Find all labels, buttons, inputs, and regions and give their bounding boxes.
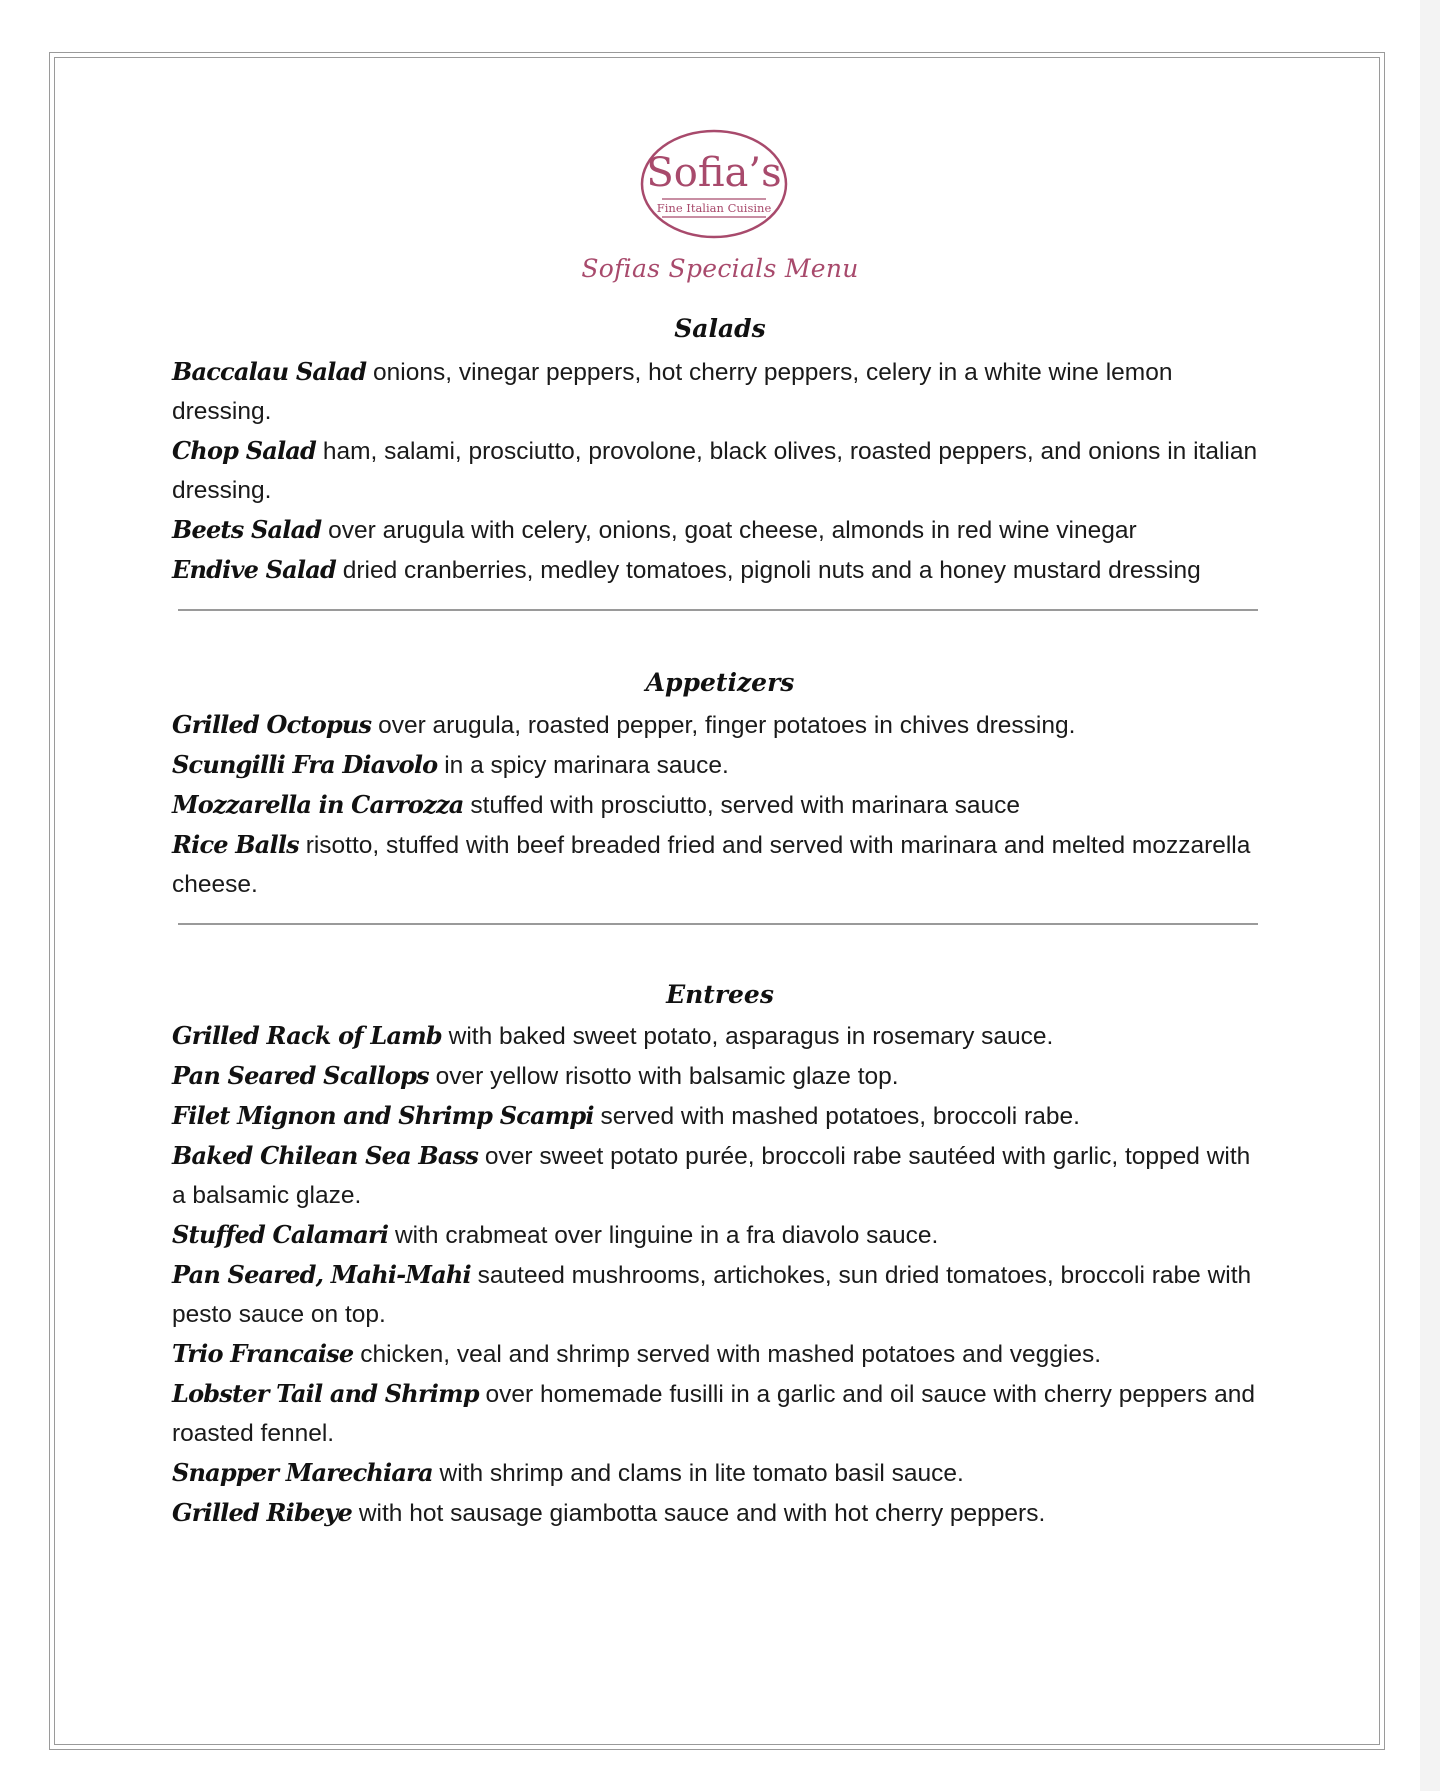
section-heading-appetizers: Appetizers [645,668,795,697]
menu-item [172,550,1267,590]
dish-description: over homemade fusilli in a garlic and oil sauce with cherry peppers and roasted fennel. [172,1381,1255,1447]
menu-item [172,1016,1267,1056]
dish-description: over arugula with celery, onions, goat cheese, almonds in red wine vinegar [328,517,1137,544]
menu-item [172,352,1267,431]
menu-item [172,785,1267,825]
sofias-logo [640,128,788,240]
menu-item [172,1056,1267,1096]
dish-name: Snapper Marechiara [172,1458,433,1487]
dish-name: Mozzarella in Carrozza [172,790,464,819]
dish-description: with crabmeat over linguine in a fra diavolo sauce. [394,1222,939,1249]
dish-description: with hot sausage giambotta sauce and with hot cherry peppers. [358,1500,1046,1527]
dish-name: Trio Francaise [172,1339,354,1368]
menu-item [172,1453,1267,1493]
dish-description: onions, vinegar peppers, hot cherry peppers, celery in a white wine lemon dressing. [172,359,1173,425]
dish-description: over yellow risotto with balsamic glaze top. [435,1063,899,1090]
dish-description: risotto, stuffed with beef breaded fried and served with marinara and melted mozzarella cheese. [172,832,1251,898]
menu-item [172,705,1267,745]
menu-item [172,1255,1267,1334]
dish-name: Filet Mignon and Shrimp Scampi [172,1101,594,1130]
dish-description: served with mashed potatoes, broccoli rabe. [600,1103,1080,1130]
dish-name: Stuffed Calamari [172,1220,389,1249]
logo-wordmark: Sofia’s [646,150,782,196]
section-heading-salads: Salads [674,314,766,343]
menu-item [172,1334,1267,1374]
section-divider [178,609,1258,611]
dish-description: in a spicy marinara sauce. [444,752,729,779]
dish-name: Grilled Rack of Lamb [172,1021,442,1050]
dish-name: Pan Seared Scallops [172,1061,429,1090]
section-appetizers [172,705,1267,904]
dish-name: Beets Salad [172,515,322,544]
menu-item [172,510,1267,550]
menu-item [172,1374,1267,1453]
menu-item [172,1493,1267,1533]
dish-description: over arugula, roasted pepper, finger potatoes in chives dressing. [378,712,1076,739]
dish-name: Lobster Tail and Shrimp [172,1379,479,1408]
section-heading-entrees: Entrees [666,980,774,1009]
menu-item [172,1136,1267,1215]
menu-item [172,1215,1267,1255]
section-entrees [172,1016,1267,1533]
menu-item [172,825,1267,904]
section-divider [178,923,1258,925]
dish-name: Grilled Octopus [172,710,372,739]
dish-description: over sweet potato purée, broccoli rabe sautéed with garlic, topped with a balsamic glaze. [172,1143,1251,1209]
dish-description: dried cranberries, medley tomatoes, pignoli nuts and a honey mustard dressing [342,557,1201,584]
menu-title: Sofias Specials Menu [581,254,859,283]
dish-description: with baked sweet potato, asparagus in rosemary sauce. [448,1023,1054,1050]
dish-name: Grilled Ribeye [172,1498,353,1527]
dish-name: Baccalau Salad [172,357,367,386]
dish-name: Baked Chilean Sea Bass [172,1141,479,1170]
logo-tagline: Fine Italian Cuisine [656,201,772,215]
dish-name: Rice Balls [172,830,299,859]
dish-description: sauteed mushrooms, artichokes, sun dried tomatoes, broccoli rabe with pesto sauce on top. [172,1262,1252,1328]
dish-description: chicken, veal and shrimp served with mashed potatoes and veggies. [360,1341,1102,1368]
dish-name: Pan Seared, Mahi-Mahi [172,1260,471,1289]
dish-description: with shrimp and clams in lite tomato basil sauce. [439,1460,964,1487]
dish-description: stuffed with prosciutto, served with marinara sauce [470,792,1021,819]
section-salads [172,352,1267,590]
menu-item [172,431,1267,510]
dish-name: Chop Salad [172,436,317,465]
dish-description: ham, salami, prosciutto, provolone, black olives, roasted peppers, and onions in italian dressing. [172,438,1258,504]
menu-item [172,745,1267,785]
dish-name: Endive Salad [172,555,336,584]
dish-name: Scungilli Fra Diavolo [172,750,438,779]
menu-item [172,1096,1267,1136]
